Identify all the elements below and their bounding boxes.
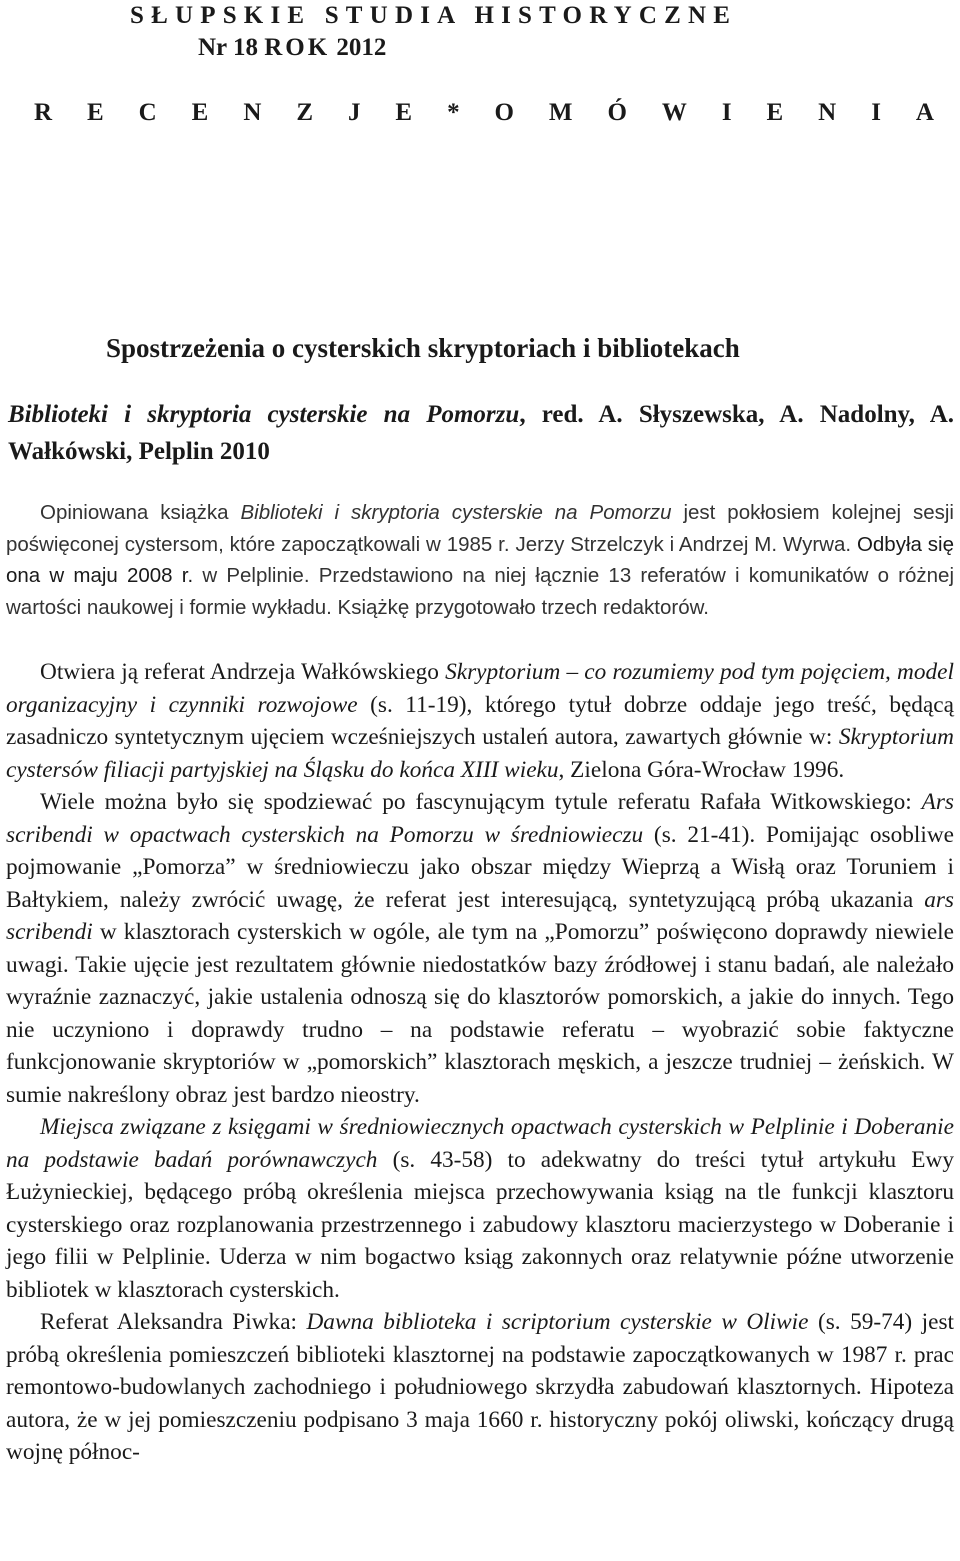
journal-name: SŁUPSKIE STUDIA HISTORYCZNE (130, 2, 738, 29)
section-letter: I (721, 99, 732, 126)
text-run: w klasztorach cysterskich w ogóle, ale tym na „Pomorzu” poświęcono doprawdy niewiele uwagi. Takie ujęcie jest rezultatem głównie niedostatków bazy źródłowej i stanu badań, ale należało wyraźnie zaznaczyć, jakie ustalenia odnoszą się do klasztorów pomorskich, a jakie do innych. Tego nie uczyniono i doprawdy trudno – na podstawie referatu – wyobrazić sobie faktyczne funkcjonowanie skryptoriów w „pomorskich” klasztorach męskich, a jeszcze trudniej – żeńskich. W sumie nakreślony obraz jest bardzo nieostry. (6, 919, 954, 1108)
text-run: Otwiera ją referat Andrzeja Wałkówskiego (40, 659, 446, 685)
section-heading (34, 99, 934, 127)
book-details: , red. A. Słyszewska, A. Nadolny, A. Wałkówski, Pelplin 2010 (8, 401, 954, 465)
issue-rok: ROK (264, 34, 331, 61)
section-letter: R (34, 99, 53, 126)
italic-title: Skryptorium cystersów filiacji partyjskiej na Śląsku do końca XIII wieku (6, 724, 954, 783)
section-letter: Ó (607, 99, 627, 126)
review-body (6, 656, 954, 1469)
italic-title: Miejsca związane z księgami w średniowiecznych opactwach cysterskich w Pelplinie i Doberanie na podstawie badań porównawczych (6, 1114, 954, 1173)
italic-title: Skryptorium – co rozumiemy pod tym pojęciem, model organizacyjny i czynniki rozwojowe (6, 659, 954, 718)
italic-title: Ars scribendi w opactwach cysterskich na Pomorzu w średniowieczu (6, 789, 954, 848)
issue-line (198, 34, 386, 62)
section-letter: C (138, 99, 157, 126)
section-letter: M (548, 99, 573, 126)
issue-year: 2012 (336, 34, 387, 61)
section-letter: E (395, 99, 413, 126)
italic-title: Biblioteki i skryptoria cysterskie na Pomorzu (240, 501, 672, 524)
book-citation (8, 396, 954, 470)
section-letter: O (494, 99, 514, 126)
text-run: (s. 59-74) jest próbą określenia pomieszczeń biblioteki klasztornej na podstawie zapoczątkowanych w 1987 r. prac remontowo-budowlanych zachodniego i południowego skrzydła zabudowań klasztornych. Hipoteza autora, że w jej pomieszczeniu podpisano 3 maja 1660 r. historyczny pokój oliwski, kończący drugą wojnę północ- (6, 1309, 955, 1465)
section-letter: I (871, 99, 881, 126)
text-run: w Pelplinie. Przedstawiono na niej łącznie 13 referatów i komunikatów o różnej wartości naukowej i formie wykładu. Książkę przygotowało trzech redaktorów. (6, 564, 954, 619)
section-letter: W (661, 99, 687, 126)
book-title: Biblioteki i skryptoria cysterskie na Pomorzu (8, 401, 520, 428)
text-run: , Zielona Góra-Wrocław 1996. (558, 756, 845, 783)
section-letter: Z (296, 99, 314, 126)
paragraph (6, 497, 954, 623)
italic-title: Dawna biblioteka i scriptorium cysterskie w Oliwie (306, 1309, 809, 1335)
section-letter: E (191, 99, 209, 126)
text-run: Opiniowana książka (40, 501, 241, 524)
review-title: Spostrzeżenia o cysterskich skryptoriach i bibliotekach (106, 333, 740, 363)
issue-number: Nr 18 (198, 34, 258, 61)
section-letter: J (347, 99, 361, 126)
text-run: (s. 43-58) to adekwatny do treści tytuł artykułu Ewy Łużynieckiej, będącego próbą określenia miejsca przechowywania ksiąg na tle funkcji klasztoru cysterskiego oraz rozplanowania przestrzennego i zabudowy klasztoru macierzystego w Doberanie i jego filii w Pelplinie. Uderza w nim bogactwo ksiąg zakonnych oraz relatywnie późne utworzenie bibliotek w klasztorach cysterskich. (6, 1146, 954, 1303)
section-separator: * (447, 99, 460, 126)
intro-paragraph (6, 497, 954, 623)
italic-term: ars scribendi (6, 886, 954, 945)
section-letter: E (766, 99, 784, 126)
text-run: (s. 21-41). Pomijając osobliwe pojmowanie „Pomorza” w średniowieczu jako obszar między Wieprzą a Wisłą oraz Toruniem i Bałtykiem, należy zwrócić uwagę, że referat jest interesującą, syntetyzującą próbą ukazania (6, 821, 954, 913)
section-letter: A (915, 99, 934, 126)
section-letter: E (87, 99, 104, 126)
text-run: Odbyła się ona w maju 2008 r. (6, 532, 954, 588)
paragraph (6, 1306, 954, 1469)
paragraph (6, 656, 954, 786)
paragraph (6, 1111, 954, 1306)
text-run: jest pokłosiem kolejnej sesji poświęconej cystersom, które zapoczątkowali w 1985 r. Jerzy Strzelczyk i Andrzej M. Wyrwa. (6, 501, 954, 556)
section-letter: N (243, 99, 262, 126)
text-run: (s. 11-19), którego tytuł dobrze oddaje jego treść, będącą zasadniczo syntetycznym ujęciem wcześniejszych ustaleń autora, zawartych głównie w: (6, 691, 954, 750)
section-letter: N (818, 99, 837, 126)
text-run: Referat Aleksandra Piwka: (40, 1309, 307, 1335)
paragraph (6, 786, 954, 1111)
text-run: Wiele można było się spodziewać po fascynującym tytule referatu Rafała Witkowskiego: (40, 789, 922, 815)
